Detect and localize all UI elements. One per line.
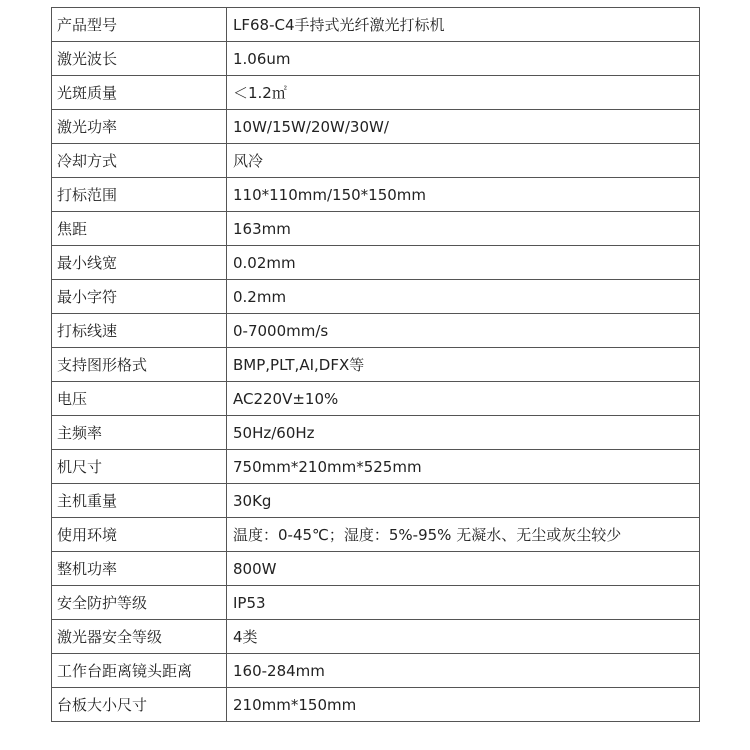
spec-value: 0-7000mm/s <box>227 314 700 348</box>
spec-value: 1.06um <box>227 42 700 76</box>
table-row <box>52 620 700 654</box>
spec-value: BMP,PLT,AI,DFX等 <box>227 348 700 382</box>
spec-value: 160-284mm <box>227 654 700 688</box>
spec-value: 750mm*210mm*525mm <box>227 450 700 484</box>
table-row <box>52 552 700 586</box>
table-row <box>52 246 700 280</box>
table-row <box>52 314 700 348</box>
spec-label: 最小线宽 <box>52 246 227 280</box>
spec-table <box>51 7 700 722</box>
spec-value: 温度：0-45℃；湿度：5%-95% 无凝水、无尘或灰尘较少 <box>227 518 700 552</box>
spec-label: 整机功率 <box>52 552 227 586</box>
table-row <box>52 416 700 450</box>
table-row <box>52 382 700 416</box>
table-row <box>52 688 700 722</box>
spec-table-body <box>52 8 700 722</box>
spec-label: 使用环境 <box>52 518 227 552</box>
spec-label: 工作台距离镜头距离 <box>52 654 227 688</box>
table-row <box>52 586 700 620</box>
table-row <box>52 110 700 144</box>
spec-value: 210mm*150mm <box>227 688 700 722</box>
spec-label: 安全防护等级 <box>52 586 227 620</box>
spec-label: 冷却方式 <box>52 144 227 178</box>
table-row <box>52 280 700 314</box>
spec-label: 支持图形格式 <box>52 348 227 382</box>
table-row <box>52 518 700 552</box>
spec-value: IP53 <box>227 586 700 620</box>
spec-value: 0.2mm <box>227 280 700 314</box>
spec-value: ＜1.2㎡ <box>227 76 700 110</box>
table-row <box>52 348 700 382</box>
spec-label: 激光功率 <box>52 110 227 144</box>
spec-value: 110*110mm/150*150mm <box>227 178 700 212</box>
spec-label: 主机重量 <box>52 484 227 518</box>
table-row <box>52 450 700 484</box>
spec-value: 10W/15W/20W/30W/ <box>227 110 700 144</box>
table-row <box>52 654 700 688</box>
table-row <box>52 144 700 178</box>
spec-label: 主频率 <box>52 416 227 450</box>
spec-label: 产品型号 <box>52 8 227 42</box>
spec-label: 焦距 <box>52 212 227 246</box>
spec-value: 163mm <box>227 212 700 246</box>
table-row <box>52 76 700 110</box>
spec-value: 30Kg <box>227 484 700 518</box>
spec-label: 打标范围 <box>52 178 227 212</box>
spec-label: 电压 <box>52 382 227 416</box>
table-row <box>52 178 700 212</box>
spec-value: LF68-C4手持式光纤激光打标机 <box>227 8 700 42</box>
spec-label: 光斑质量 <box>52 76 227 110</box>
spec-value: 50Hz/60Hz <box>227 416 700 450</box>
table-row <box>52 212 700 246</box>
spec-label: 打标线速 <box>52 314 227 348</box>
spec-label: 机尺寸 <box>52 450 227 484</box>
spec-value: 4类 <box>227 620 700 654</box>
spec-label: 最小字符 <box>52 280 227 314</box>
spec-label: 激光波长 <box>52 42 227 76</box>
table-row <box>52 42 700 76</box>
spec-value: 800W <box>227 552 700 586</box>
spec-label: 台板大小尺寸 <box>52 688 227 722</box>
spec-value: 风冷 <box>227 144 700 178</box>
spec-value: AC220V±10% <box>227 382 700 416</box>
table-row <box>52 8 700 42</box>
spec-label: 激光器安全等级 <box>52 620 227 654</box>
spec-value: 0.02mm <box>227 246 700 280</box>
table-row <box>52 484 700 518</box>
